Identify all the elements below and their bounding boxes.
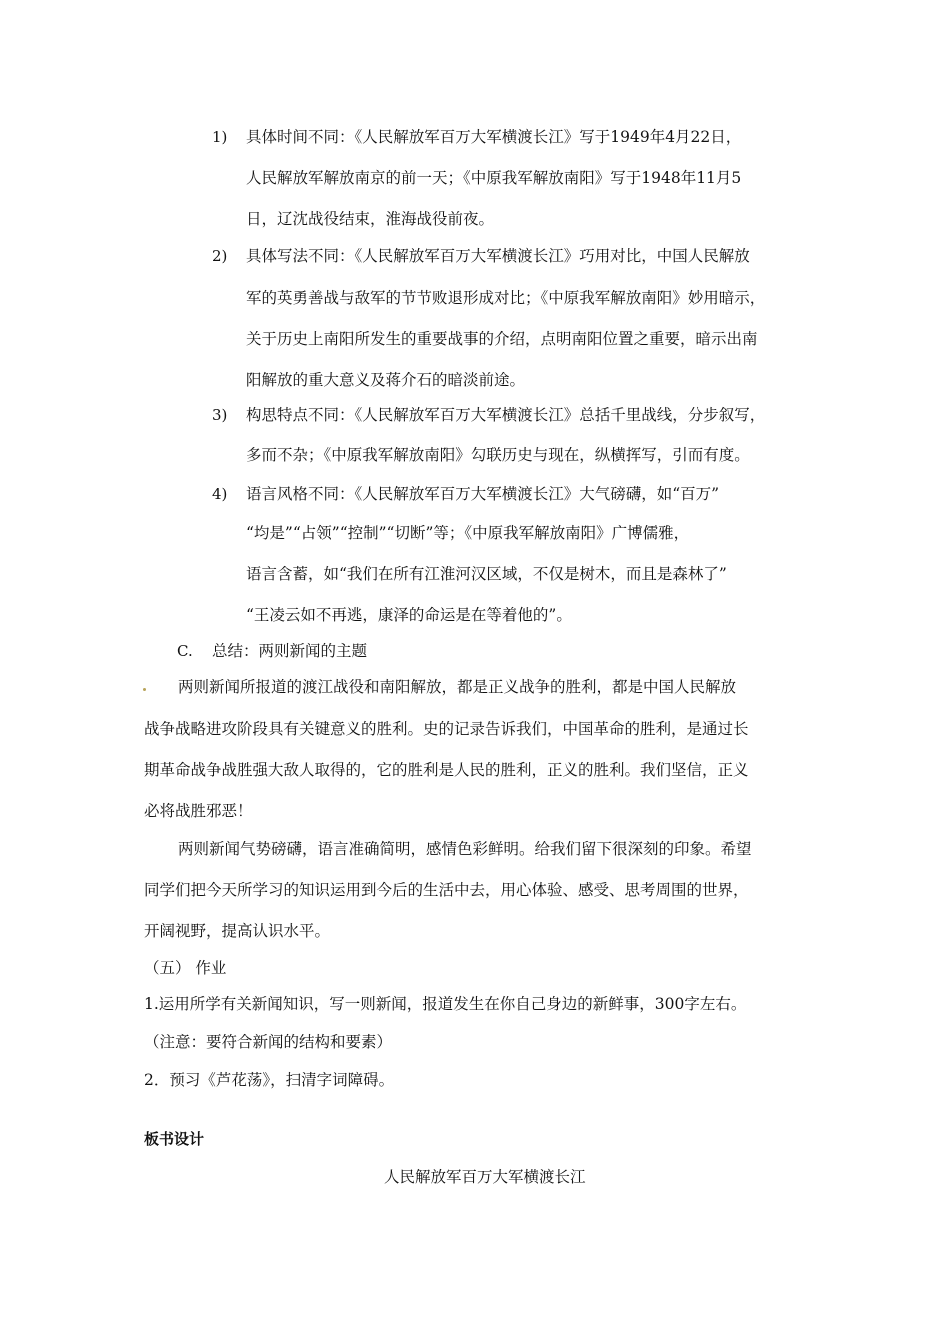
summary-para1-line: 两则新闻所报道的渡江战役和南阳解放，都是正义战争的胜利，都是中国人民解放 <box>178 678 737 696</box>
item-number: 1) <box>212 128 228 146</box>
summary-para2-line: 开阔视野，提高认识水平。 <box>144 922 331 940</box>
item-line: 构思特点不同：《人民解放军百万大军横渡长江》总括千里战线，分步叙写， <box>246 406 766 424</box>
summary-para2-line: 同学们把今天所学习的知识运用到今后的生活中去，用心体验、感受、思考周围的世界， <box>144 881 749 899</box>
item-line: 阳解放的重大意义及蒋介石的暗淡前途。 <box>246 371 526 389</box>
item-line: 语言含蓄，如“我们在所有江淮河汉区域，不仅是树木，而且是森林了” <box>246 565 727 583</box>
board-title: 人民解放军百万大军横渡长江 <box>384 1168 586 1186</box>
homework-item-1: 1.运用所学有关新闻知识，写一则新闻，报道发生在你自己身边的新鲜事，300字左右。 <box>144 995 747 1013</box>
item-line: 关于历史上南阳所发生的重要战事的介绍，点明南阳位置之重要，暗示出南 <box>246 330 758 348</box>
summary-title: 总结：两则新闻的主题 <box>212 642 368 660</box>
board-heading: 板书设计 <box>144 1130 205 1148</box>
item-line: 日，辽沈战役结束，淮海战役前夜。 <box>246 210 495 228</box>
item-number: 3) <box>212 406 228 424</box>
item-line: “王凌云如不再逃，康泽的命运是在等着他的”。 <box>246 606 572 624</box>
summary-para1-line: 必将战胜邪恶！ <box>144 802 253 820</box>
item-line: 多而不杂；《中原我军解放南阳》勾联历史与现在，纵横挥写，引而有度。 <box>246 446 750 464</box>
homework-note: （注意：要符合新闻的结构和要素） <box>144 1033 393 1051</box>
item-line: 人民解放军解放南京的前一天；《中原我军解放南阳》写于1948年11月5 <box>246 169 742 187</box>
item-line: 语言风格不同：《人民解放军百万大军横渡长江》大气磅礴，如“百万” <box>246 485 720 503</box>
homework-item-2: 2．预习《芦花荡》，扫清字词障碍。 <box>144 1071 395 1089</box>
summary-para1-line: 期革命战争战胜强大敌人取得的，它的胜利是人民的胜利，正义的胜利。我们坚信，正义 <box>144 761 749 779</box>
item-line: “均是”“占领”“控制”“切断”等；《中原我军解放南阳》广博儒雅， <box>246 524 690 542</box>
item-line: 具体写法不同：《人民解放军百万大军横渡长江》巧用对比，中国人民解放 <box>246 247 750 265</box>
summary-label: C. <box>177 642 193 660</box>
item-number: 4) <box>212 485 228 503</box>
stray-mark <box>143 688 146 691</box>
homework-heading: （五） 作业 <box>144 959 227 977</box>
item-number: 2) <box>212 247 228 265</box>
item-line: 军的英勇善战与敌军的节节败退形成对比；《中原我军解放南阳》妙用暗示， <box>246 289 766 307</box>
item-line: 具体时间不同：《人民解放军百万大军横渡长江》写于1949年4月22日， <box>246 128 742 146</box>
summary-para1-line: 战争战略进攻阶段具有关键意义的胜利。史的记录告诉我们，中国革命的胜利，是通过长 <box>144 720 749 738</box>
summary-para2-line: 两则新闻气势磅礴，语言准确简明，感情色彩鲜明。给我们留下很深刻的印象。希望 <box>178 840 752 858</box>
